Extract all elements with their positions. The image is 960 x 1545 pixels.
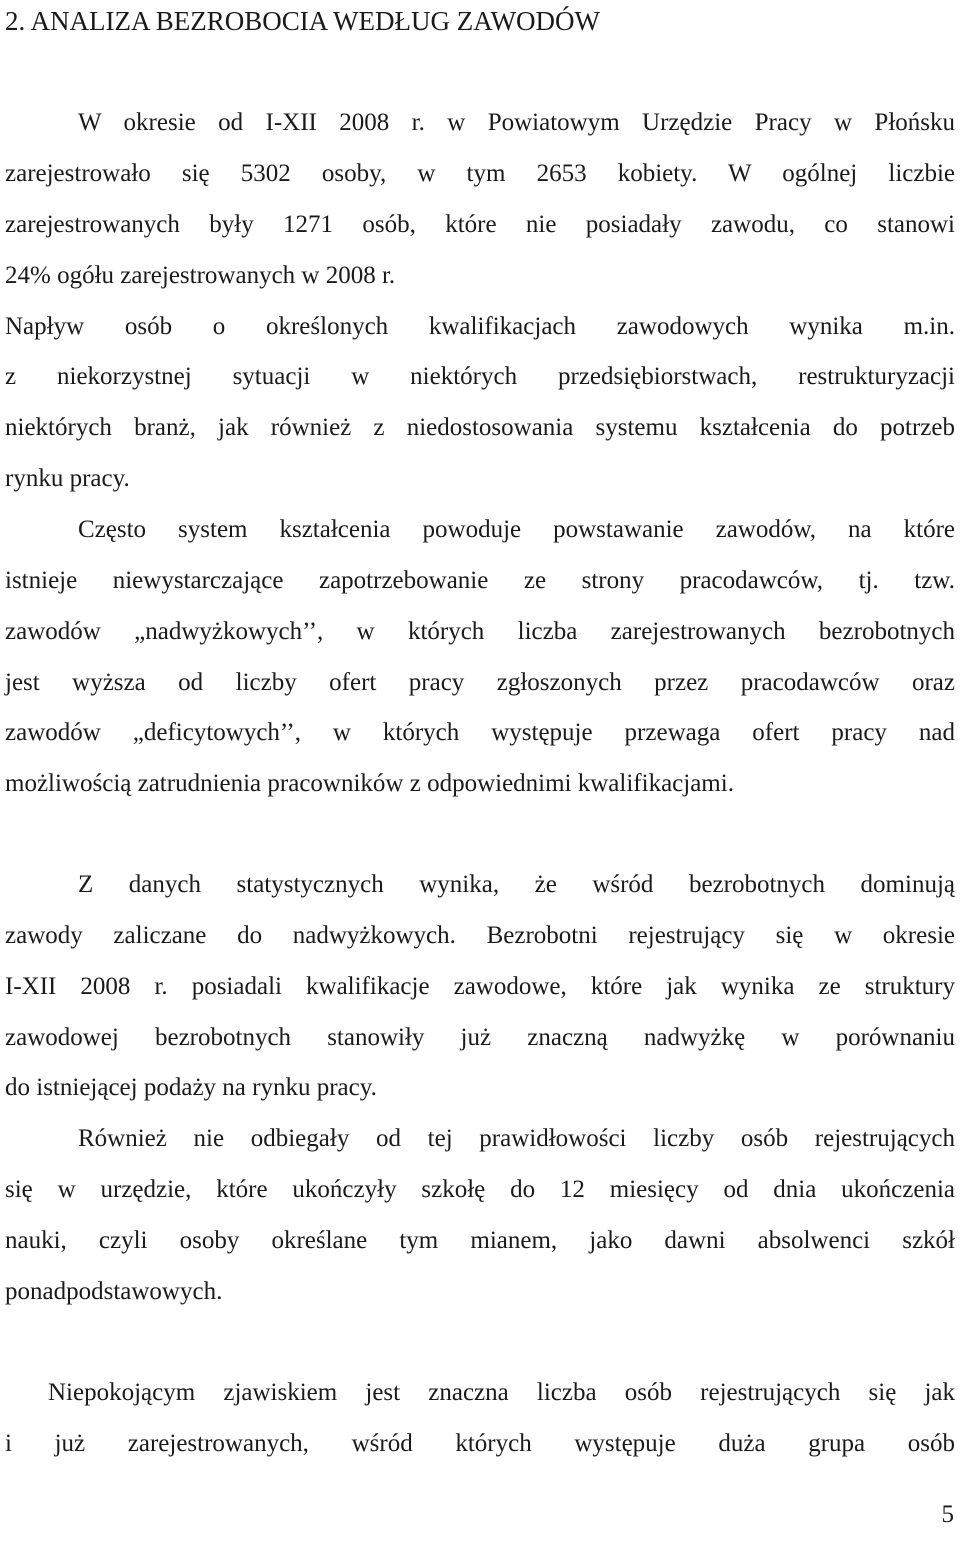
text-line: niektórych branż, jak również z niedostosowania systemu kształcenia do potrzeb	[5, 414, 955, 441]
page-number: 5	[941, 1501, 954, 1528]
text-line: zawodowej bezrobotnych stanowiły już znaczną nadwyżkę w porównaniu	[5, 1024, 955, 1051]
text-line: Niepokojącym zjawiskiem jest znaczna liczba osób rejestrujących się jak	[48, 1379, 955, 1406]
text-line: Napływ osób o określonych kwalifikacjach zawodowych wynika m.in.	[5, 313, 955, 340]
text-line: jest wyższa od liczby ofert pracy zgłoszonych przez pracodawców oraz	[5, 669, 955, 696]
text-line: Często system kształcenia powoduje powstawanie zawodów, na które	[78, 516, 955, 543]
text-line: 24% ogółu zarejestrowanych w 2008 r.	[5, 262, 396, 289]
text-line: zawodów „nadwyżkowych’’, w których liczba zarejestrowanych bezrobotnych	[5, 618, 955, 645]
text-line: Z danych statystycznych wynika, że wśród bezrobotnych dominują	[78, 871, 955, 898]
text-line: możliwością zatrudnienia pracowników z odpowiednimi kwalifikacjami.	[5, 770, 734, 797]
text-line: Również nie odbiegały od tej prawidłowości liczby osób rejestrujących	[78, 1125, 955, 1152]
text-line: I-XII 2008 r. posiadali kwalifikacje zawodowe, które jak wynika ze struktury	[5, 973, 955, 1000]
text-line: istnieje niewystarczające zapotrzebowanie ze strony pracodawców, tj. tzw.	[5, 567, 955, 594]
text-line: ponadpodstawowych.	[5, 1278, 223, 1305]
text-line: zarejestrowanych były 1271 osób, które nie posiadały zawodu, co stanowi	[5, 211, 955, 238]
text-line: się w urzędzie, które ukończyły szkołę do 12 miesięcy od dnia ukończenia	[5, 1176, 955, 1203]
text-line: zawody zaliczane do nadwyżkowych. Bezrobotni rejestrujący się w okresie	[5, 922, 955, 949]
text-line: rynku pracy.	[5, 465, 130, 492]
text-line: z niekorzystnej sytuacji w niektórych przedsiębiorstwach, restrukturyzacji	[5, 363, 955, 390]
text-line: i już zarejestrowanych, wśród których występuje duża grupa osób	[5, 1430, 955, 1457]
text-line: W okresie od I-XII 2008 r. w Powiatowym Urzędzie Pracy w Płońsku	[78, 109, 955, 136]
text-line: zawodów „deficytowych’’, w których występuje przewaga ofert pracy nad	[5, 719, 955, 746]
text-line: nauki, czyli osoby określane tym mianem, jako dawni absolwenci szkół	[5, 1227, 955, 1254]
section-heading: 2. ANALIZA BEZROBOCIA WEDŁUG ZAWODÓW	[5, 6, 601, 36]
text-line: do istniejącej podaży na rynku pracy.	[5, 1074, 377, 1101]
text-line: zarejestrowało się 5302 osoby, w tym 2653 kobiety. W ogólnej liczbie	[5, 160, 955, 187]
